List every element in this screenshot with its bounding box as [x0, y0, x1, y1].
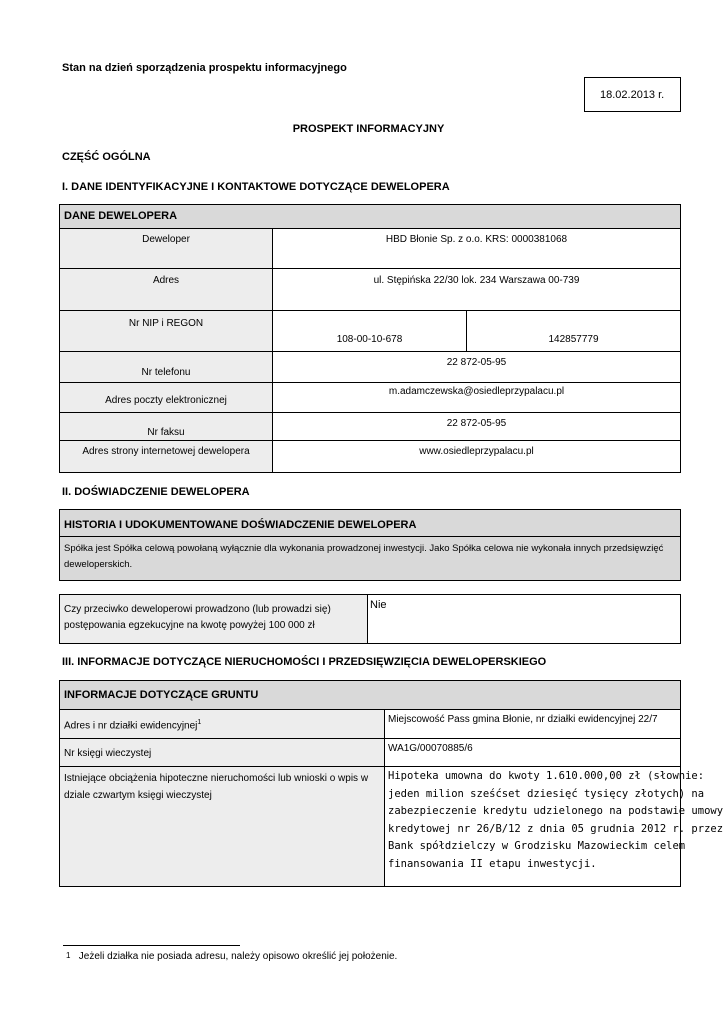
www-value: www.osiedleprzypalacu.pl: [419, 446, 534, 457]
developer-label: Deweloper: [142, 234, 190, 245]
footnote-separator: [63, 945, 240, 946]
section3-heading: III. INFORMACJE DOTYCZĄCE NIERUCHOMOŚCI I PRZEDSIĘWZIĘCIA DEWELOPERSKIEGO: [62, 656, 547, 668]
fax-label: Nr faksu: [147, 427, 185, 438]
plot-address-label-text: Adres i nr działki ewidencyjnej: [64, 720, 198, 732]
developer-table-title: DANE DEWELOPERA: [64, 210, 178, 222]
experience-table-title: HISTORIA I UDOKUMENTOWANE DOŚWIADCZENIE DEWELOPERA: [64, 519, 417, 531]
mortgage-label-line2: dziale czwartym księgi wieczystej: [64, 790, 212, 801]
date-box: [584, 77, 681, 112]
section2-heading: II. DOŚWIADCZENIE DEWELOPERA: [62, 486, 250, 498]
land-register-label: Nr księgi wieczystej: [64, 748, 152, 759]
footnote-number: 1: [66, 951, 71, 960]
date-value: 18.02.2013 r.: [600, 89, 665, 101]
mortgage-line: kredytowej nr 26/B/12 z dnia 05 grudnia 2012 r. przez: [388, 822, 724, 835]
phone-value: 22 872-05-95: [446, 357, 507, 368]
enforcement-label-bg: [60, 595, 367, 643]
experience-text-line2: deweloperskich.: [64, 559, 133, 570]
address-label: Adres: [152, 275, 180, 286]
address-value: ul. Stępińska 22/30 lok. 234 Warszawa 00-739: [373, 275, 580, 286]
footnote-text: Jeżeli działka nie posiada adresu, należy opisowo określić jej położenie.: [78, 951, 398, 962]
fax-value: 22 872-05-95: [446, 418, 507, 429]
page-title: PROSPEKT INFORMACYJNY: [292, 123, 445, 135]
land-register-value: WA1G/00070885/6: [388, 743, 473, 754]
mortgage-line: zabezpieczenie kredytu udzielonego na podstawie umowy: [388, 805, 724, 817]
mortgage-label-line1: Istniejące obciążenia hipoteczne nieruchomości lub wnioski o wpis w: [64, 773, 369, 784]
footnote: [66, 951, 397, 962]
state-line: Stan na dzień sporządzenia prospektu informacyjnego: [62, 62, 347, 74]
regon-value: 142857779: [548, 334, 599, 345]
enforcement-question-line2: postępowania egzekucyjne na kwotę powyżej 100 000 zł: [64, 620, 315, 631]
email-value: m.adamczewska@osiedleprzypalacu.pl: [388, 386, 565, 397]
phone-label: Nr telefonu: [141, 367, 191, 378]
enforcement-answer: Nie: [370, 599, 387, 611]
www-label: Adres strony internetowej dewelopera: [82, 446, 250, 457]
mortgage-line: Hipoteka umowna do kwoty 1.610.000,00 zł (słownie:: [388, 770, 705, 782]
nip-value: 108-00-10-678: [336, 334, 403, 345]
general-part-heading: CZĘŚĆ OGÓLNA: [62, 151, 151, 163]
section1-heading: I. DANE IDENTYFIKACYJNE I KONTAKTOWE DOTYCZĄCE DEWELOPERA: [62, 181, 450, 193]
email-label: Adres poczty elektronicznej: [105, 395, 227, 406]
footnote-ref: 1: [197, 719, 202, 726]
land-table-title: INFORMACJE DOTYCZĄCE GRUNTU: [64, 689, 259, 701]
plot-address-label: [64, 719, 201, 731]
enforcement-question-line1: Czy przeciwko deweloperowi prowadzono (lub prowadzi się): [64, 604, 331, 615]
experience-text-line1: Spółka jest Spółka celową powołaną wyłącznie dla wykonania prowadzonej inwestycji. Jako Spółka celowa nie wykonała innych przedsięwzięć: [64, 543, 664, 554]
nip-regon-label: Nr NIP i REGON: [128, 318, 204, 329]
plot-address-value: Miejscowość Pass gmina Błonie, nr działki ewidencyjnej 22/7: [388, 714, 658, 725]
mortgage-line: jeden milion sześćset dziesięć tysięcy złotych) na: [388, 787, 705, 800]
mortgage-line: finansowania II etapu inwestycji.: [388, 857, 597, 870]
developer-value: HBD Błonie Sp. z o.o. KRS: 0000381068: [385, 234, 568, 245]
mortgage-value: [388, 768, 723, 873]
mortgage-line: Bank spółdzielczy w Grodzisku Mazowieckim celem: [388, 840, 686, 852]
